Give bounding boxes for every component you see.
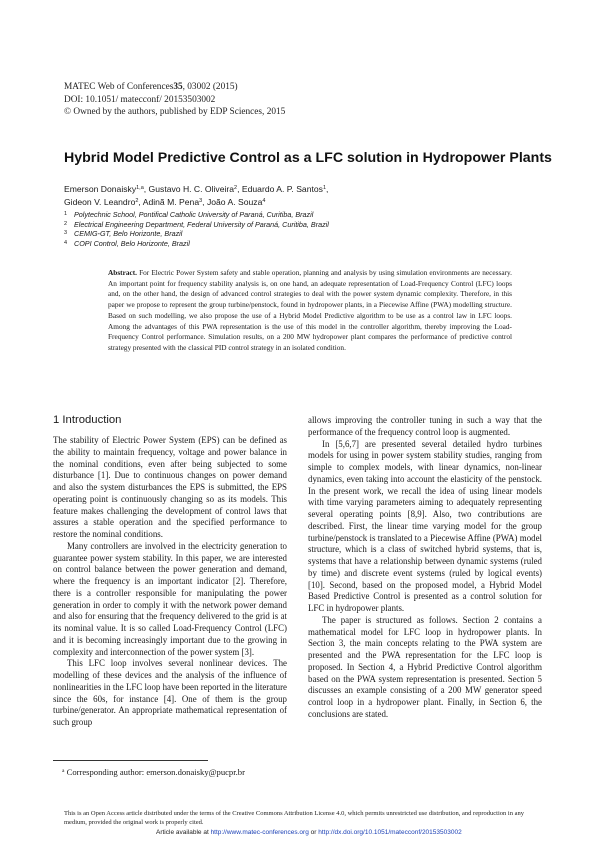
affiliations — [64, 210, 329, 248]
paragraph: Many controllers are involved in the electricity generation to guarantee power system stability. In this paper, we are interested on control balance between the power generation and demand, where the frequency is an important indicator [2]. Therefore, there is a controller responsible for manipulating the power generation in order to comply it with the network power demand and also for ensuring that the frequency delivered to the grid is at its nominal value. It is so called Load-Frequency Control (LFC) and it is becoming increasingly important due to the growing in complexity and interconnection of the power system [3]. — [53, 540, 287, 657]
right-column — [308, 415, 542, 721]
abstract-label: Abstract. — [108, 268, 137, 277]
doi-line: DOI: 10.1051/ matecconf/ 20153503002 — [64, 94, 216, 105]
author-line-1: Emerson Donaisky$^{1,a}$, Gustavo H. C. Oliveira$^2$, Eduardo A. P. Santos$^1$, — [64, 184, 329, 194]
doi-link[interactable]: http://dx.doi.org/10.1051/matecconf/20153503002 — [318, 829, 462, 836]
journal-volume: 35 — [173, 82, 183, 92]
left-column — [53, 413, 287, 729]
author-line-2: Gideon V. Leandro$^2$, Adinã M. Pena$^3$, João A. Souza$^4$ — [64, 196, 266, 207]
affiliation-item: 3 CEMIG-GT, Belo Horizonte, Brazil — [64, 229, 183, 239]
journal-citation: MATEC Web of Conferences35, 03002 (2015) — [64, 82, 238, 92]
paragraph: In [5,6,7] are presented several detailed hydro turbines models for using in power system stability studies, ranging from simple to complex models, with linear dynamics, non-linear dynamics, even taking into account the elasticity of the penstock. In the present work, we recall the idea of using linear models with time varying parameters aiming to adequately representing several operating points [8,9]. Also, two contributions are described. First, the linear time varying model for the group turbine/penstock is translated to a Piecewise Affine (PWA) model structure, which is a class of switched hybrid systems, that is, systems that have a relationship between dynamic systems (ruled by time) and discrete event systems (ruled by logical events) [10]. Second, based on the proposed model, a Hybrid Model Based Predictive Control is presented as a control solution for LFC in hydropower plants. — [308, 438, 542, 613]
paragraph: allows improving the controller tuning in such a way that the performance of the frequency control loop is augmented. — [308, 415, 542, 437]
paper-title: Hybrid Model Predictive Control as a LFC solution in Hydropower Plants — [64, 150, 552, 166]
paragraph: The paper is structured as follows. Section 2 contains a mathematical model for LFC loop in hydropower plants. In Section 3, the main concepts relating to the PWA system are presented and the PWA representation for the LFC loop is proposed. In Section 4, a Hybrid Predictive Control algorithm based on the PWA system representation is presented. Section 5 discusses an example consisting of a 200 MW generator speed control loop in a hydropower plant. Finally, in Section 6, the conclusions are stated. — [308, 614, 542, 719]
affiliation-item: 2 Electrical Engineering Department, Federal University of Paraná, Curitiba, Brazil — [64, 219, 329, 229]
affiliation-item: 1 Polytechnic School, Pontifical Catholic University of Paraná, Curitiba, Brazil — [64, 210, 314, 219]
author-list — [64, 183, 328, 208]
availability-line: Article available at http://www.matec-conferences.org or http://dx.doi.org/10.1051/matecconf/20153503002 — [156, 829, 462, 836]
abstract-text: For Electric Power System safety and stable operation, planning and analysis by using simulation environments are necessary. An important point for frequency stability analysis is, on one hand, an adequate representation of Load-Frequency Control (LFC) loops and, on the other hand, the design of advanced control strategies to deal with the power system dynamic complexity. Therefore, in this paper we propose to represent the group turbine/penstock, found in hydropower plants, in a Piecewise Affine (PWA) modelling structure. Based on such modelling, we also propose the use of a Hybrid Model Predictive algorithm to be use as a control law in LFC loops. Among the advantages of this PWA representation is the use of this model in the controller algorithm, thereby improving the Load-Frequency Control performance. Simulation results, on a 200 MW hydropower plant compares the performance of predictive control strategy presented with the classical PID control strategy in an isolated condition. — [108, 268, 512, 352]
affiliation-item: 4 COPI Control, Belo Horizonte, Brazil — [64, 238, 190, 248]
journal-header — [64, 81, 285, 119]
matec-link[interactable]: http://www.matec-conferences.org — [210, 829, 309, 836]
paragraph: This LFC loop involves several nonlinear devices. The modelling of these devices and the analysis of the influence of nonlinearities in the LFC loop have been reported in the literature since the 60s, for instance [4]. One of them is the group turbine/generator. An appropriate mathematical representation of such group — [53, 658, 287, 727]
footnote: $^a$ Corresponding author: emerson.donaisky@pucpr.br — [62, 767, 245, 777]
section-heading: 1 Introduction — [53, 414, 122, 426]
footnote-divider — [53, 760, 208, 761]
copyright-line: © Owned by the authors, published by EDP Sciences, 2015 — [64, 107, 286, 117]
paragraph: The stability of Electric Power System (EPS) can be defined as the ability to maintain frequency, voltage and power balance in the nominal conditions, even after being subjected to some disturbance [1]. Due to continuous changes on power demand and also the system disturbances the EPS is submitted, the EPS operating point is continuously changing so as its models. This feature makes challenging the development of control laws that assures a stable operation and the specified performance to restore the nominal conditions. — [53, 435, 287, 539]
license-notice: This is an Open Access article distributed under the terms of the Creative Commons Attribution License 4.0, which permits unrestricted use distribution, and reproduction in any medium, provided the original work is properly cited. — [64, 810, 524, 826]
abstract — [108, 268, 512, 354]
